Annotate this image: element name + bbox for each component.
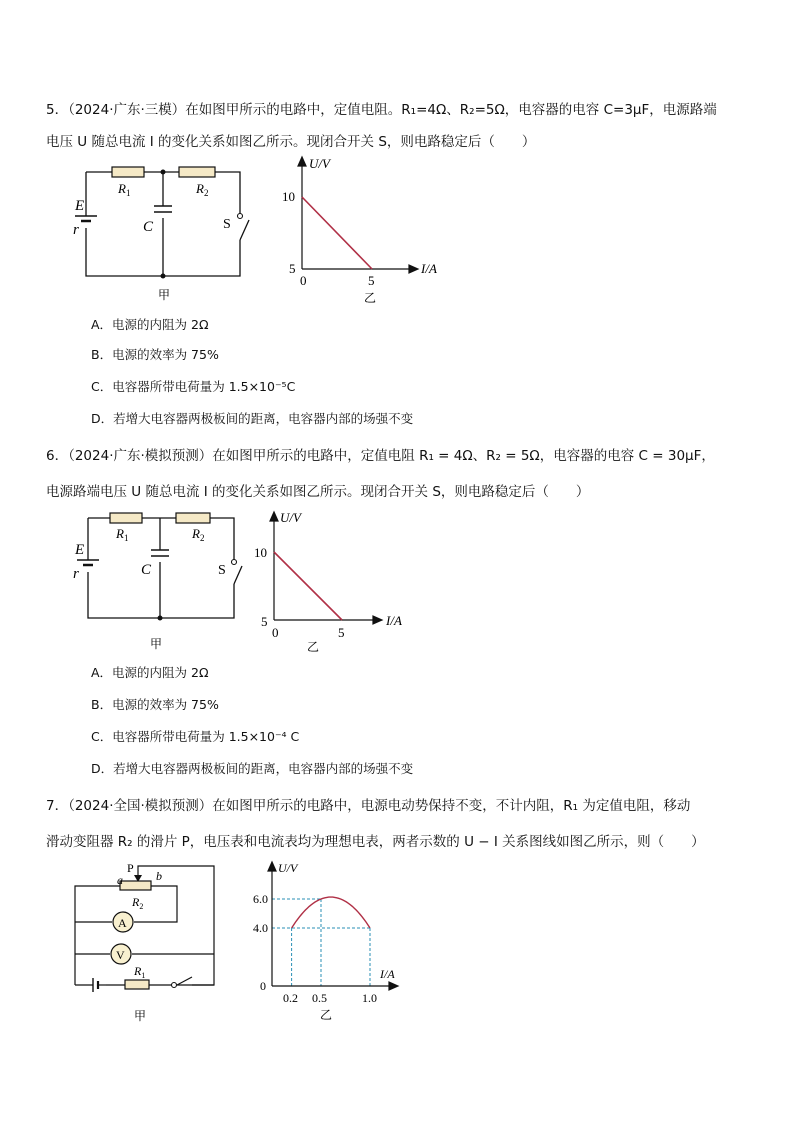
q7-ammeter-label: A	[118, 916, 127, 930]
q6-switch-contact	[232, 560, 237, 565]
q7-xlabel: I/A	[380, 967, 395, 981]
q5-r1-resistor	[112, 167, 144, 177]
q5-ui-line	[302, 197, 372, 269]
q5-x-arrow	[409, 265, 418, 273]
q6-stem-line2: 电源路端电压 U 随总电流 I 的变化关系如图乙所示。现闭合开关 S，则电路稳定后（ ）	[46, 484, 590, 500]
q6-caption-jia: 甲	[150, 637, 163, 651]
q7-ytick-6: 6.0	[253, 892, 268, 906]
q7-ytick-4: 4.0	[253, 921, 268, 935]
q7-label-R2: $R_2$	[132, 895, 144, 911]
q5-y-arrow	[298, 157, 306, 166]
q5-option-c[interactable]: C．电容器所带电荷量为 1.5×10⁻⁵C	[91, 379, 296, 394]
q6-label-S: S	[218, 563, 226, 578]
q6-ylabel: U/V	[280, 510, 301, 525]
q6-ytick-10: 10	[254, 545, 267, 560]
q5-r2-resistor	[179, 167, 215, 177]
q7-xtick-05: 0.5	[312, 991, 327, 1005]
q6-stem-line1: 6．（2024·广东·模拟预测）在如图甲所示的电路中，定值电阻 R₁ = 4Ω、R₂ = 5Ω，电容器的电容 C = 30μF，	[46, 448, 715, 464]
q7-label-R1: $R_1$	[134, 964, 146, 980]
q6-ui-line	[274, 552, 342, 620]
q6-circuit-diagram	[66, 504, 256, 654]
q5-ui-graph	[275, 152, 455, 308]
q7-label-a: a	[117, 873, 123, 887]
q5-ylabel: U/V	[309, 156, 330, 171]
q7-xtick-02: 0.2	[283, 991, 298, 1005]
q5-stem-line2: 电压 U 随总电流 I 的变化关系如图乙所示。现闭合开关 S，则电路稳定后（ ）	[46, 134, 536, 150]
q5-label-R1: $R_1$	[118, 181, 131, 198]
q6-ytick-5: 5	[261, 614, 268, 629]
q6-ui-graph	[250, 502, 430, 658]
q5-xtick-0: 0	[300, 273, 307, 288]
q7-label-P: P	[127, 861, 134, 875]
q6-label-r: r	[73, 566, 79, 582]
q6-x-arrow	[373, 616, 382, 624]
q6-switch-blade	[234, 566, 242, 584]
q7-caption-yi: 乙	[320, 1008, 333, 1022]
q5-xlabel: I/A	[421, 261, 437, 276]
q7-switch-contact	[172, 983, 177, 988]
q5-xtick-5: 5	[368, 273, 375, 288]
q7-r2-resistor	[120, 881, 151, 890]
q7-label-b: b	[156, 869, 162, 883]
q5-caption-yi: 乙	[364, 291, 377, 305]
q5-ytick-10: 10	[282, 189, 295, 204]
q5-option-d[interactable]: D．若增大电容器两极板间的距离，电容器内部的场强不变	[91, 411, 414, 426]
q7-circuit-diagram	[66, 858, 226, 1028]
q6-option-a[interactable]: A．电源的内阻为 2Ω	[91, 665, 209, 680]
q5-switch-contact	[238, 214, 243, 219]
q7-r1-resistor	[125, 980, 149, 989]
q6-option-b[interactable]: B．电源的效率为 75%	[91, 697, 219, 712]
q7-caption-jia: 甲	[134, 1009, 147, 1023]
q7-ui-curve	[292, 897, 370, 928]
q5-junction-top	[161, 170, 166, 175]
q5-option-a[interactable]: A．电源的内阻为 2Ω	[91, 317, 209, 332]
q6-xtick-0: 0	[272, 625, 279, 640]
q7-stem-line1: 7．（2024·全国·模拟预测）在如图甲所示的电路中，电源电动势保持不变，不计内阻，R₁ 为定值电阻，移动	[46, 798, 691, 814]
q5-label-S: S	[223, 217, 231, 232]
q5-label-R2: $R_2$	[196, 181, 209, 198]
q6-y-arrow	[270, 512, 278, 521]
q7-ylabel: U/V	[278, 861, 298, 875]
q5-circuit-diagram	[66, 158, 256, 308]
q7-voltmeter-label: V	[116, 948, 125, 962]
q5-option-b[interactable]: B．电源的效率为 75%	[91, 347, 219, 362]
q7-stem-line2: 滑动变阻器 R₂ 的滑片 P，电压表和电流表均为理想电表，两者示数的 U − I 关系图线如图乙所示，则（ ）	[46, 834, 705, 850]
q7-y-arrow	[268, 862, 276, 871]
q6-r1-resistor	[110, 513, 142, 523]
q6-xlabel: I/A	[386, 613, 402, 628]
q6-label-E: E	[75, 542, 85, 558]
q6-label-R2: $R_2$	[192, 526, 205, 543]
q6-option-c[interactable]: C．电容器所带电荷量为 1.5×10⁻⁴ C	[91, 729, 300, 744]
q6-xtick-5: 5	[338, 625, 345, 640]
q6-option-d[interactable]: D．若增大电容器两极板间的距离，电容器内部的场强不变	[91, 761, 414, 776]
q5-stem-line1: 5．（2024·广东·三模）在如图甲所示的电路中，定值电阻。R₁=4Ω、R₂=5Ω，电容器的电容 C=3μF，电源路端	[46, 102, 717, 118]
q5-label-C: C	[143, 219, 154, 235]
q5-switch-blade	[240, 220, 249, 240]
q5-label-E: E	[75, 198, 85, 214]
q7-switch-blade	[177, 977, 192, 985]
q7-x-arrow	[389, 982, 398, 990]
q5-junction-bottom	[161, 274, 166, 279]
q6-r2-resistor	[176, 513, 210, 523]
q7-ui-graph	[250, 856, 410, 1026]
q5-caption-jia: 甲	[158, 288, 171, 302]
q7-xtick-10: 1.0	[362, 991, 377, 1005]
q6-label-R1: $R_1$	[116, 526, 129, 543]
q7-origin: 0	[260, 979, 266, 993]
q6-junction-bottom	[158, 616, 163, 621]
q6-label-C: C	[141, 562, 152, 578]
q5-label-r: r	[73, 222, 79, 238]
q5-ytick-5: 5	[289, 261, 296, 276]
q6-caption-yi: 乙	[307, 640, 320, 654]
